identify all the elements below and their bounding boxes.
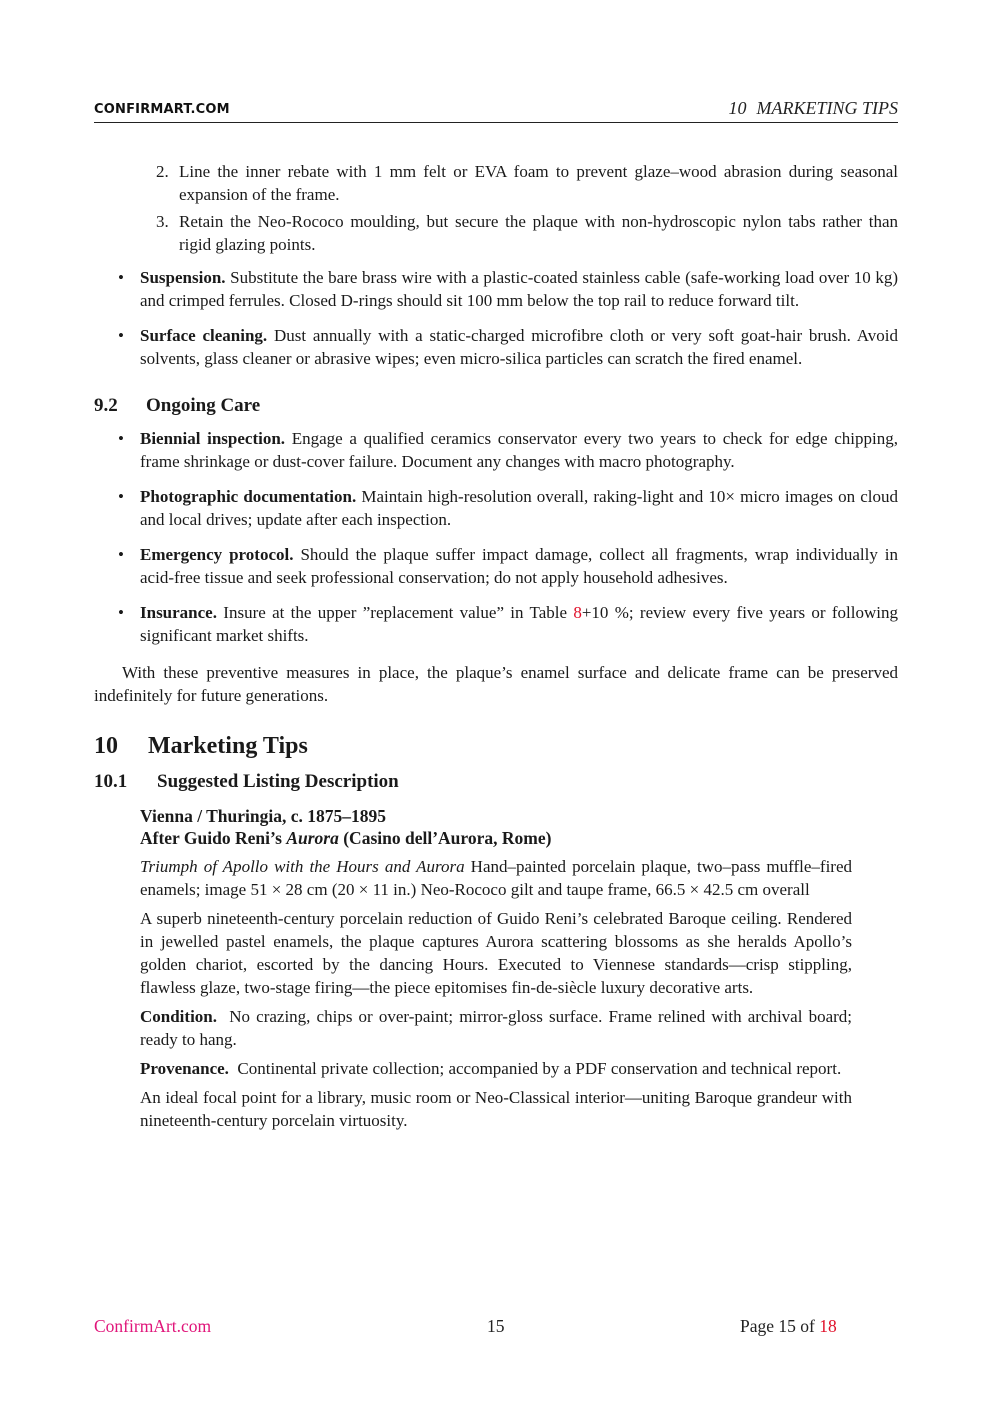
bullet-text: Engage a qualified ceramics conservator every two years to check for edge chipping, frame shrinkage or dust-cover failure. Document any changes with macro photography. [140,429,899,471]
attribution-pre: After Guido Reni’s [140,828,287,848]
artwork-title: Triumph of Apollo with the Hours and Aurora [140,857,465,876]
bullet-text: Should the plaque suffer impact damage, collect all fragments, wrap individually in acid-free tissue and seek professional conservation; do not apply household adhesives. [140,545,899,587]
listing-final: An ideal focal point for a library, music room or Neo-Classical interior—uniting Baroque grandeur with nineteenth-century porcelain virtuosity. [140,1088,852,1130]
numbered-list [94,160,898,256]
section-heading-9-2 [94,394,898,417]
item-number: 2. [156,162,169,181]
header-section-title: MARKETING TIPS [756,98,898,118]
bullet-item [94,485,898,531]
bullet-text: Dust annually with a static-charged microfibre cloth or very soft goat-hair brush. Avoid solvents, glass cleaner or abrasive wipes; even micro-silica particles can scratch the fired enamel. [140,326,899,368]
bullet-label: Suspension. [140,268,226,287]
provenance-text: Continental private collection; accompanied by a PDF conservation and technical report. [237,1059,842,1078]
listing-object-description [140,855,852,901]
bullet-icon: • [118,603,124,622]
closing-paragraph: With these preventive measures in place, the plaque’s enamel surface and delicate frame can be preserved indefinitely for future generations. [94,663,898,705]
page-body [94,160,898,1138]
listing-attribution [140,827,852,849]
bullet-item [94,324,898,370]
section-number: 9.2 [94,395,118,416]
bullet-label: Insurance. [140,603,217,622]
bullet-list-care [94,266,898,370]
bullet-item [94,266,898,312]
section-title: Suggested Listing Description [157,771,399,792]
attribution-post: (Casino dell’Aurora, Rome) [338,828,552,848]
bullet-icon: • [118,429,124,448]
item-number: 3. [156,212,169,231]
running-header [94,98,898,123]
page-count-text: Page 15 of [740,1316,820,1336]
bullet-icon: • [118,487,124,506]
section-heading-10 [94,735,898,758]
footer-page-count [740,1316,837,1337]
section-heading-10-1 [94,770,898,793]
numbered-item [140,160,898,206]
insurance-text-pre: Insure at the upper ”replacement value” in Table [223,603,574,622]
bullet-label: Photographic documentation. [140,487,357,506]
listing-provenance [140,1057,852,1080]
attribution-title: Aurora [286,828,339,848]
footer-site-link[interactable]: ConfirmArt.com [94,1316,212,1336]
listing-description [140,805,852,1132]
footer-page-number: 15 [487,1316,505,1336]
listing-condition [140,1005,852,1051]
provenance-label: Provenance. [140,1059,229,1078]
bullet-list-ongoing [94,427,898,647]
section-number: 10 [94,733,118,759]
listing-paragraph: A superb nineteenth-century porcelain reduction of Guido Reni’s celebrated Baroque ceiling. Rendered in jewelled pastel enamels, the plaque captures Aurora scattering blossoms as she heralds Apollo’s golden chariot, escorted by the dancing Hours. Executed to Viennese standards—crisp stippling, flawless glaze, two-stage firing—the piece epitomises fin-de-siècle luxury decorative arts. [140,909,852,997]
bullet-item [94,601,898,647]
condition-text: No crazing, chips or over-paint; mirror-gloss surface. Frame relined with archival board; ready to hang. [140,1007,853,1049]
total-pages-link[interactable]: 18 [819,1316,837,1336]
bullet-item [94,427,898,473]
table-reference-link[interactable]: 8 [573,603,582,622]
header-section [729,98,899,119]
item-text: Retain the Neo-Rococo moulding, but secure the plaque with non-hydroscopic nylon tabs rather than rigid glazing points. [179,212,898,254]
section-title: Ongoing Care [146,395,261,416]
condition-label: Condition. [140,1007,217,1026]
logo: CONFIRMART.COM [94,102,230,117]
bullet-item [94,543,898,589]
bullet-label: Surface cleaning. [140,326,268,345]
numbered-item [140,210,898,256]
insurance-text-post: +10 %; review every five years or following significant market shifts. [140,603,899,645]
header-section-number: 10 [728,98,747,118]
bullet-label: Emergency protocol. [140,545,294,564]
bullet-text: Substitute the bare brass wire with a plastic-coated stainless cable (safe-working load over 10 kg) and crimped ferrules. Closed D-rings should sit 100 mm below the top rail to reduce forward tilt. [140,268,899,310]
section-number: 10.1 [94,771,128,792]
item-text: Line the inner rebate with 1 mm felt or EVA foam to prevent glaze–wood abrasion during seasonal expansion of the frame. [179,162,898,204]
bullet-label: Biennial inspection. [140,429,286,448]
object-details: Hand–painted porcelain plaque, two–pass muffle–fired enamels; image 51 × 28 cm (20 × 11 in.) Neo-Rococo gilt and taupe frame, 66.5 × 42.5 cm overall [140,857,852,899]
bullet-text: Maintain high-resolution overall, raking-light and 10× micro images on cloud and local drives; update after each inspection. [140,487,899,529]
bullet-icon: • [118,545,124,564]
listing-origin: Vienna / Thuringia, c. 1875–1895 [140,806,387,826]
bullet-icon: • [118,326,124,345]
bullet-icon: • [118,268,124,287]
section-title: Marketing Tips [148,733,308,759]
